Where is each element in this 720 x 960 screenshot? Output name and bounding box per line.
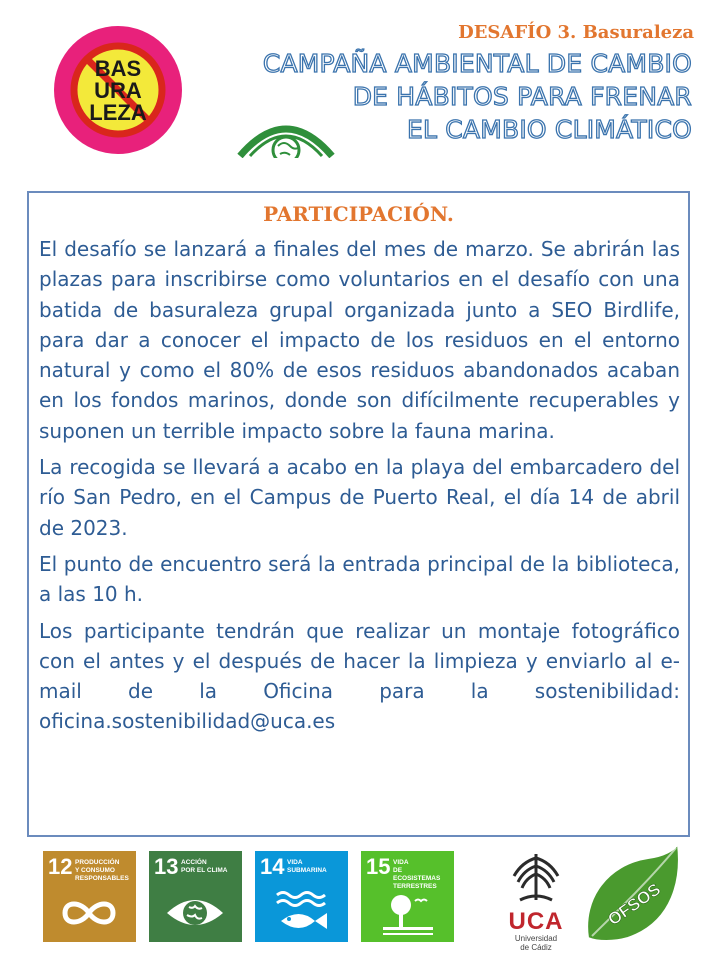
uca-name: UCA bbox=[508, 908, 564, 935]
basuraleza-logo bbox=[52, 24, 184, 156]
sdg-label: VIDA DE ECOSISTEMAS TERRESTRES bbox=[393, 859, 441, 890]
campaign-title-line-2: DE HÁBITOS PARA FRENAR bbox=[352, 82, 692, 111]
uca-subtitle-1: Universidad bbox=[514, 934, 558, 943]
participation-box bbox=[27, 191, 690, 837]
paragraph-4: Los participante tendrán que realizar un montaje fotográfico con el antes y el después de hacer la limpieza y enviarlo al e-mail de la Oficina para la sostenibilidad: oficina.sostenibilidad@uca.es bbox=[39, 618, 680, 734]
uca-emblem-icon bbox=[496, 848, 576, 908]
sdg-number: 15 bbox=[366, 854, 391, 879]
sdg-number: 13 bbox=[154, 854, 179, 879]
sdg-label: PRODUCCIÓN Y CONSUMO RESPONSABLES bbox=[75, 859, 129, 882]
sdg-12-badge bbox=[43, 851, 136, 942]
paragraph-1: El desafío se lanzará a finales del mes de marzo. Se abrirán las plazas para inscribirse como voluntarios en el desafío con una batida de basuraleza grupal organizada junto a SEO Birdlife, para dar a conocer el impacto de los residuos en el entorno natural y como el 80% de esos residuos abandonados acaban en los fondos marinos, donde son difícilmente recuperables y suponen un terrible impacto sobre la fauna marina. bbox=[39, 237, 680, 443]
eye-globe-icon bbox=[236, 108, 336, 158]
infinity-icon bbox=[43, 851, 136, 942]
logo-text-line1: BAS bbox=[94, 56, 142, 81]
campaign-title-line-1: CAMPAÑA AMBIENTAL DE CAMBIO bbox=[262, 49, 692, 78]
sdg-number: 14 bbox=[260, 854, 285, 879]
eye-earth-icon bbox=[149, 851, 242, 942]
uca-subtitle-2: de Cádiz bbox=[520, 943, 552, 952]
logo-text-line2: URA bbox=[94, 78, 142, 103]
logo-text-line3: LEZA bbox=[89, 100, 147, 125]
sdg-15-badge bbox=[361, 851, 454, 942]
section-heading: PARTICIPACIÓN. bbox=[263, 202, 454, 226]
sdg-label: VIDA SUBMARINA bbox=[287, 859, 327, 874]
ofsos-name: OFSOS bbox=[604, 879, 665, 930]
sdg-label: ACCIÓN POR EL CLIMA bbox=[181, 859, 228, 874]
fish-waves-icon bbox=[255, 851, 348, 942]
ofsos-logo bbox=[578, 838, 688, 948]
paragraph-2: La recogida se llevará a acabo en la playa del embarcadero del río San Pedro, en el Campus de Puerto Real, el día 14 de abril de 2023. bbox=[39, 455, 680, 540]
tree-birds-icon bbox=[361, 851, 454, 942]
sdg-14-badge bbox=[255, 851, 348, 942]
campaign-title-line-3: EL CAMBIO CLIMÁTICO bbox=[406, 115, 692, 144]
uca-logo bbox=[496, 848, 576, 952]
challenge-title: DESAFÍO 3. Basuraleza bbox=[458, 22, 694, 43]
paragraph-3: El punto de encuentro será la entrada principal de la biblioteca, a las 10 h. bbox=[39, 551, 680, 607]
section-body bbox=[39, 234, 680, 743]
sdg-number: 12 bbox=[48, 854, 73, 879]
sdg-13-badge bbox=[149, 851, 242, 942]
